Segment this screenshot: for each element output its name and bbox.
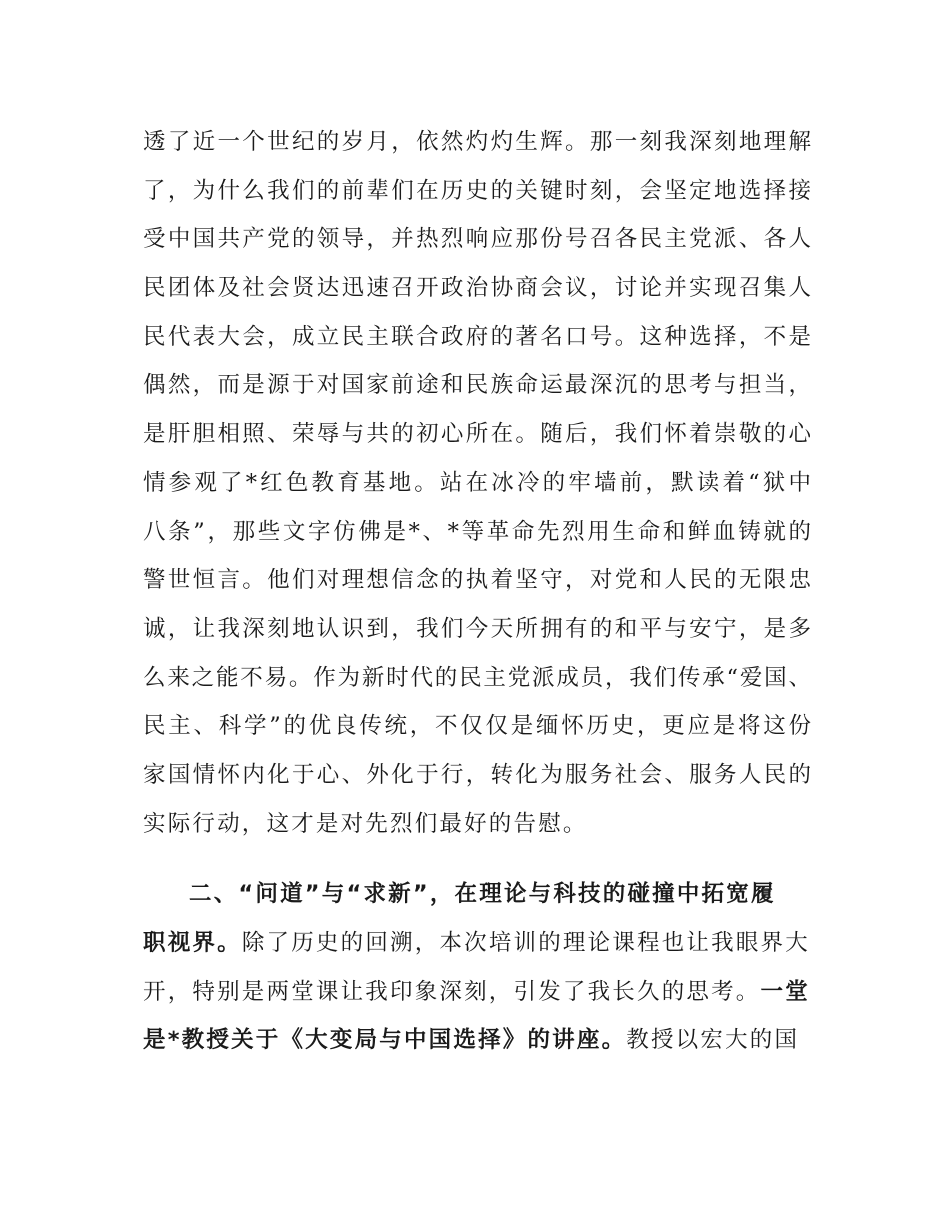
text-run: 除了历史的回溯，本次培训的理论课程也让我眼界大 [241, 930, 810, 956]
text-line: 民团体及社会贤达迅速召开政治协商会议，讨论并实现召集人 [143, 275, 811, 302]
text-line: 是肝胆相照、荣辱与共的初心所在。随后，我们怀着崇敬的心 [143, 421, 811, 448]
text-line [143, 919, 811, 968]
text-line: 民主、科学”的优良传统，不仅仅是缅怀历史，更应是将这份 [143, 713, 811, 740]
text-line: 诚，让我深刻地认识到，我们今天所拥有的和平与安宁，是多 [143, 615, 811, 642]
text-line [143, 1016, 811, 1065]
text-line: 八条”，那些文字仿佛是*、*等革命先烈用生命和鲜血铸就的 [143, 518, 811, 545]
section-heading-line [143, 870, 811, 919]
text-line: 警世恒言。他们对理想信念的执着坚守，对党和人民的无限忠 [143, 567, 811, 594]
bold-run: 是*教授关于《大变局与中国选择》的讲座。 [143, 1027, 627, 1054]
document-page [143, 118, 811, 1065]
text-line: 情参观了*红色教育基地。站在冰冷的牢墙前，默读着“狱中 [143, 469, 811, 496]
text-line: 家国情怀内化于心、外化于行，转化为服务社会、服务人民的 [143, 761, 811, 788]
text-line [143, 968, 811, 1017]
section-heading-end: 职视界。 [143, 930, 242, 956]
section-heading: 二、“问道”与“求新”，在理论与科技的碰撞中拓宽履 [189, 881, 776, 908]
text-line: 民代表大会，成立民主联合政府的著名口号。这种选择，不是 [143, 323, 811, 350]
text-line: 受中国共产党的领导，并热烈响应那份号召各民主党派、各人 [143, 226, 811, 253]
text-line: 偶然，而是源于对国家前途和民族命运最深沉的思考与担当， [143, 372, 811, 399]
text-line: 了，为什么我们的前辈们在历史的关键时刻，会坚定地选择接 [143, 177, 811, 204]
text-line: 么来之能不易。作为新时代的民主党派成员，我们传承“爱国、 [143, 664, 811, 691]
text-run: 教授以宏大的国 [626, 1027, 800, 1054]
paragraph-history [143, 118, 811, 848]
text-run: 开，特别是两堂课让我印象深刻，引发了我长久的思考。 [143, 978, 761, 1005]
paragraph-theory [143, 870, 811, 1065]
text-line: 透了近一个世纪的岁月，依然灼灼生辉。那一刻我深刻地理解 [143, 129, 811, 155]
bold-run: 一堂 [760, 978, 810, 1005]
text-line: 实际行动，这才是对先烈们最好的告慰。 [143, 810, 588, 837]
